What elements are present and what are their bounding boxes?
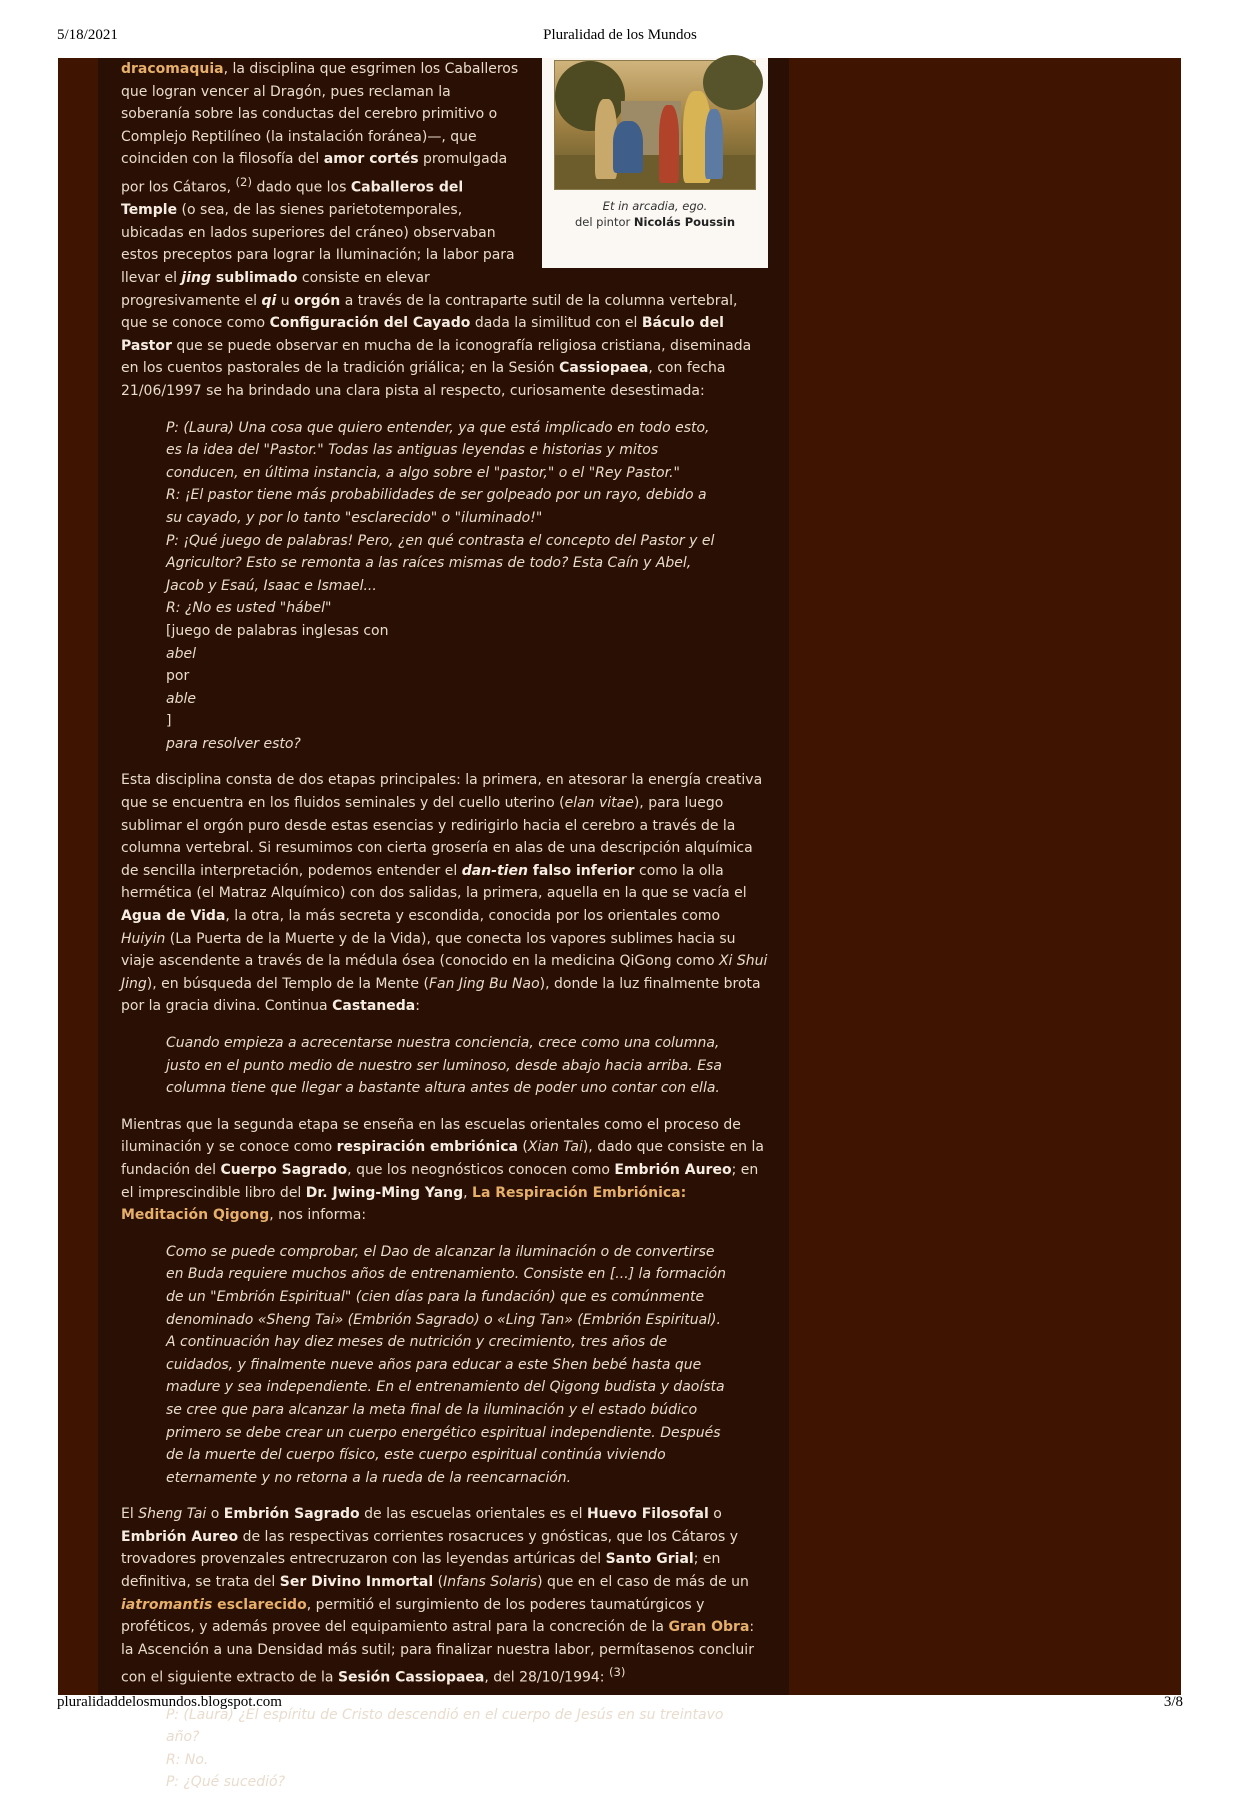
paragraph-1: dracomaquia, la disciplina que esgrimen los Caballeros que logran vencer al Dragón, pues reclaman la soberanía sobre las conductas del cerebro primitivo o Complejo Reptilíneo (la instalación foránea)—, que coinciden con la filosofía del amor cortés promulgada por los Cátaros, $^{(2)}$ dado que los Caballeros del Temple (o sea, de las sienes parietotemporales, ubicadas en lados superiores del cráneo) observaban estos preceptos para lograr la Iluminación; la labor para llevar el jing sublimado consiste en elevar progresivamente el qi u orgón a través de la contraparte sutil de la columna vertebral, que se conoce como Configuración del Cayado dada la similitud con el Báculo del Pastor que se puede observar en mucha de la iconografía religiosa cristiana, diseminada en los cuentos pastorales de la tradición griálica; en la Sesión Cassiopaea, con fecha 21/06/1997 se ha brindado una clara pista al respecto, curiosamente desestimada: [121,61,752,399]
poussin-painting-image[interactable] [554,60,756,190]
footnote-ref-3[interactable]: (3) [608,1665,626,1680]
print-page-number: 3/8 [1163,1694,1183,1710]
quote-line: R: ¿No es usted "hábel" [juego de palabras inglesas con abel por able ] para resolver esto? [166,600,389,752]
print-date: 5/18/2021 [57,27,118,43]
quote-line: P: (Laura) Una cosa que quiero entender, ya que está implicado en todo esto, es la idea del "Pastor." Todas las antiguas leyendas e historias y mitos conducen, en última instancia, a algo sobre el "pastor," o el "Rey Pastor." [166,419,710,481]
quote-line: R: ¡El pastor tiene más probabilidades de ser golpeado por un rayo, debido a su cayado, y por lo tanto "esclarecido" o "iluminado!" [166,487,707,526]
quote-line: P: ¡Qué juego de palabras! Pero, ¿en qué contrasta el concepto del Pastor y el Agricultor? Esto se remonta a las raíces mismas de todo? Esta Caín y Abel, Jacob y Esaú, Isaac e Ismael... [166,532,715,594]
quote-jwing-ming-yang: Como se puede comprobar, el Dao de alcanzar la iluminación o de convertirse en Buda requiere muchos años de entrenamiento. Consiste en [...] la formación de un "Embrión Espiritual" (cien días para la fundación) que es comúnmente denominado «Sheng Tai» (Embrión Sagrado) o «Ling Tan» (Embrión Espiritual). A continuación hay diez meses de nutrición y crecimiento, tres años de cuidados, y finalmente nueve años para educar a este Shen bebé hasta que madure y sea independiente. En el entrenamiento del Qigong budista y daoísta se cree que para alcanzar la meta final de la iluminación y el estado búdico primero se debe crear un cuerpo energético espiritual independiente. Después de la muerte del cuerpo físico, este cuerpo espiritual continúa viviendo eternamente y no retorna a la rueda de la reencarnación. [166,1243,726,1486]
painting-shepherd-3 [659,105,679,183]
quote-line: R: No. [166,1751,209,1768]
painting-figure-right [705,109,723,179]
print-page-title: Pluralidad de los Mundos [543,27,697,43]
painting-tree-right [703,55,763,110]
quote-line: P: (Laura) ¿El espíritu de Cristo descendió en el cuerpo de Jesús en su treintavo año? [166,1706,724,1746]
link-respiracion-embrionica[interactable]: La Respiración Embriónica: Meditación Qigong [121,1184,687,1224]
figure-caption-title: Et in arcadia, ego. [602,199,708,213]
post-body [121,58,768,1808]
paragraph-2: Esta disciplina consta de dos etapas principales: la primera, en atesorar la energía creativa que se encuentra en los fluidos seminales y del cuello uterino (elan vitae), para luego sublimar el orgón puro desde estas esencias y redirigirlo hacia el cerebro a través de la columna vertebral. Si resumimos con cierta grosería en alas de una descripción alquímica de sencilla interpretación, podemos entender el dan-tien falso inferior como la olla hermética (el Matraz Alquímico) con dos salidas, la primera, aquella en la que se vacía el Agua de Vida, la otra, la más secreta y escondida, conocida por los orientales como Huiyin (La Puerta de la Muerte y de la Vida), que conecta los vapores sublimes hacia su viaje ascendente a través de la médula ósea (conocido en la medicina QiGong como Xi Shui Jing), en búsqueda del Templo de la Mente (Fan Jing Bu Nao), donde la luz finalmente brota por la gracia divina. Continua Castaneda: [121,772,768,1015]
figure-caption-credit: del pintor Nicolás Poussin [574,215,736,229]
painting-ground [555,155,755,189]
painting-shepherd-2 [613,121,643,173]
link-gran-obra[interactable]: Gran Obra [668,1619,750,1636]
quote-cassiopaea-1997 [166,417,726,756]
painting-figure [542,58,768,268]
paragraph-4: El Sheng Tai o Embrión Sagrado de las escuelas orientales es el Huevo Filosofal o Embrión Aureo de las respectivas corrientes rosacruces y gnósticas, que los Cátaros y trovadores provenzales entrecruzaron con las leyendas artúricas del Santo Grial; en definitiva, se trata del Ser Divino Inmortal (Infans Solaris) que en el caso de más de un iatromantis esclarecido, permitió el surgimiento de los poderes taumatúrgicos y proféticos, y además provee del equipamiento astral para la concreción de la Gran Obra: la Ascención a una Densidad más sutil; para finalizar nuestra labor, permítasenos concluir con el siguiente extracto de la Sesión Cassiopaea, del 28/10/1994: $^{(3)}$ [121,1506,755,1687]
painter-name: Nicolás Poussin [633,215,736,229]
quote-line: P: ¿Qué sucedió? [166,1774,285,1791]
link-iatromantis-esclarecido[interactable]: iatromantis esclarecido [121,1596,307,1613]
print-source-url: pluralidaddelosmundos.blogspot.com [57,1694,282,1710]
link-dracomaquia[interactable]: dracomaquia [121,61,224,77]
quote-castaneda: Cuando empieza a acrecentarse nuestra conciencia, crece como una columna, justo en el punto medio de nuestro ser luminoso, desde abajo hacia arriba. Esa columna tiene que llegar a bastante altura antes de poder uno contar con ella. [166,1035,722,1097]
paragraph-3: Mientras que la segunda etapa se enseña en las escuelas orientales como el proceso de iluminación y se conoce como respiración embriónica (Xian Tai), dado que consiste en la fundación del Cuerpo Sagrado, que los neognósticos conocen como Embrión Aureo; en el imprescindible libro del Dr. Jwing-Ming Yang, La Respiración Embriónica: Meditación Qigong, nos informa: [121,1116,764,1224]
quote-cassiopaea-1994 [166,1704,726,1794]
footnote-ref-2[interactable]: (2) [235,174,253,189]
